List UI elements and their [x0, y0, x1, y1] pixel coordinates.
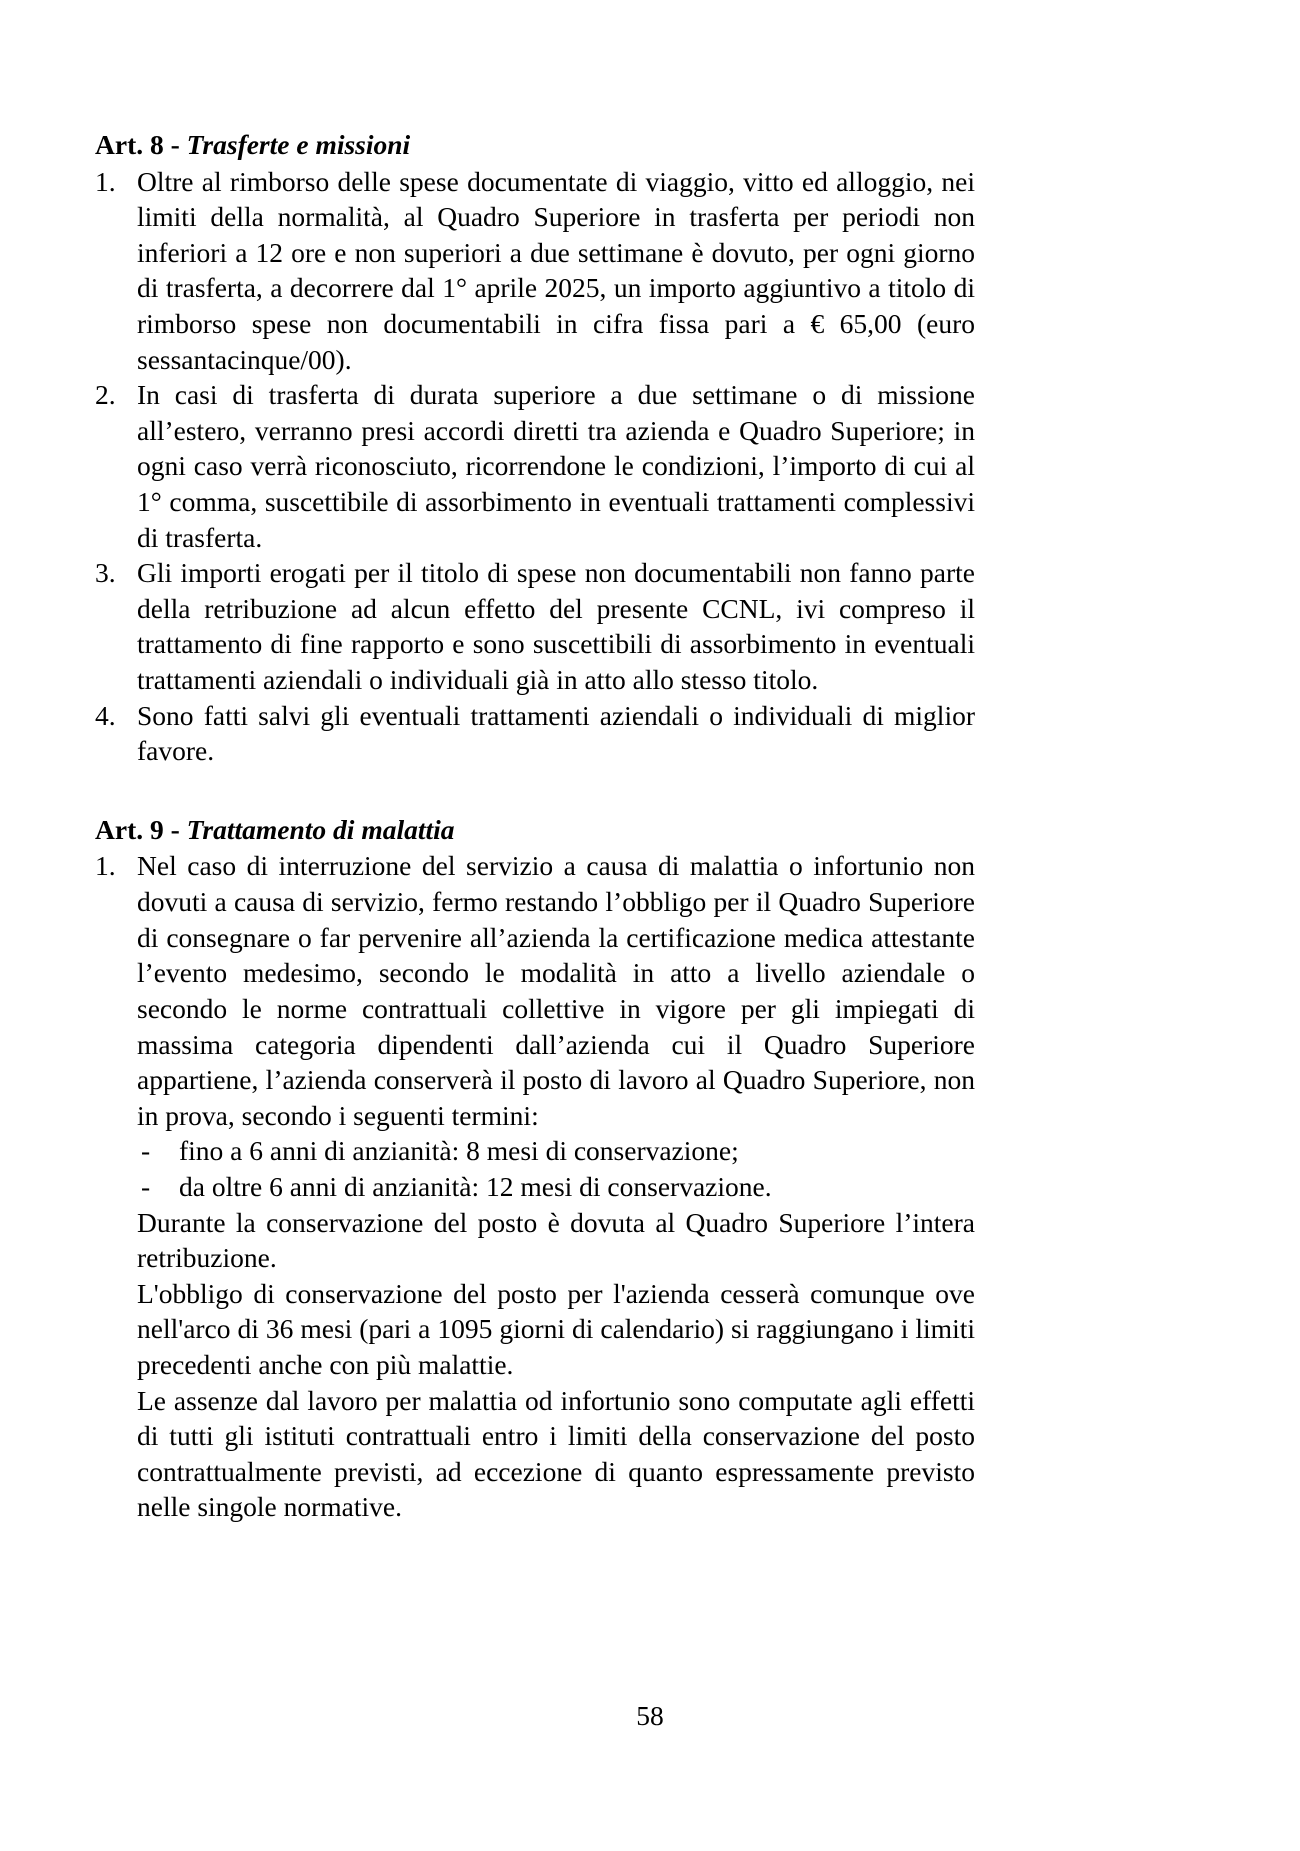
- section-spacer: [95, 769, 975, 813]
- document-body: [95, 128, 975, 1525]
- dash-list-item-text: da oltre 6 anni di anzianità: 12 mesi di conservazione.: [179, 1170, 772, 1202]
- dash-marker: -: [141, 1135, 151, 1167]
- list-item: [95, 377, 975, 555]
- article-heading-9: [95, 813, 975, 847]
- list-marker: 1.: [95, 165, 116, 197]
- list-item: [95, 698, 975, 769]
- conservation-terms-list: [137, 1133, 975, 1204]
- article-8-list: [95, 164, 975, 769]
- dash-list-item: [137, 1133, 975, 1169]
- list-marker: 3.: [95, 557, 116, 589]
- trailing-paragraph: Durante la conservazione del posto è dovuta al Quadro Superiore l’intera retribuzione.: [137, 1206, 975, 1274]
- dash-list-item-text: fino a 6 anni di anzianità: 8 mesi di conservazione;: [179, 1135, 739, 1167]
- dash-marker: -: [141, 1170, 151, 1202]
- list-item-text: In casi di trasferta di durata superiore a due settimane o di missione all’estero, verranno presi accordi diretti tra azienda e Quadro Superiore; in ogni caso verrà riconosciuto, ricorrendone le condizioni, l’importo di cui al 1° comma, suscettibile di assorbimento in eventuali trattamenti complessivi di trasferta.: [137, 379, 975, 553]
- list-marker: 2.: [95, 379, 116, 411]
- article-heading-9-title: Trattamento di malattia: [186, 813, 455, 845]
- article-heading-8-label: Art. 8 -: [95, 129, 187, 160]
- list-item-text: Gli importi erogati per il titolo di spese non documentabili non fanno parte della retribuzione ad alcun effetto del presente CCNL, ivi compreso il trattamento di fine rapporto e sono suscettibili di assorbimento in eventuali trattamenti aziendali o individuali già in atto allo stesso titolo.: [137, 557, 975, 696]
- list-item-text: Sono fatti salvi gli eventuali trattamenti aziendali o individuali di miglior favore.: [137, 699, 975, 767]
- page-number: 58: [636, 1700, 664, 1731]
- list-marker: 4.: [95, 699, 116, 731]
- article-heading-8-title: Trasferte e missioni: [186, 129, 411, 160]
- list-item-text: Oltre al rimborso delle spese documentate di viaggio, vitto ed alloggio, nei limiti della normalità, al Quadro Superiore in trasferta per periodi non inferiori a 12 ore e non superiori a due settimane è dovuto, per ogni giorno di trasferta, a decorrere dal 1° aprile 2025, un importo aggiuntivo a titolo di rimborso spese non documentabili in cifra fissa pari a € 65,00 (euro sessantacinque/00).: [137, 165, 975, 375]
- list-item: [95, 164, 975, 378]
- article-9-list: [95, 848, 975, 1525]
- list-marker: 1.: [95, 850, 116, 882]
- list-item: [95, 848, 975, 1525]
- article-heading-8: [95, 128, 975, 162]
- list-item-text: Nel caso di interruzione del servizio a causa di malattia o infortunio non dovuti a causa di servizio, fermo restando l’obbligo per il Quadro Superiore di consegnare o far pervenire all’azienda la certificazione medica attestante l’evento medesimo, secondo le modalità in atto a livello aziendale o secondo le norme contrattuali collettive in vigore per gli impiegati di massima categoria dipendenti dall’azienda cui il Quadro Superiore appartiene, l’azienda conserverà il posto di lavoro al Quadro Superiore, non in prova, secondo i seguenti termini:: [137, 850, 975, 1131]
- trailing-paragraph: L'obbligo di conservazione del posto per l'azienda cesserà comunque ove nell'arco di 36 mesi (pari a 1095 giorni di calendario) si raggiungano i limiti precedenti anche con più malattie.: [137, 1277, 975, 1380]
- trailing-paragraph: Le assenze dal lavoro per malattia od infortunio sono computate agli effetti di tutti gli istituti contrattuali entro i limiti della conservazione del posto contrattualmente previsti, ad eccezione di quanto espressamente previsto nelle singole normative.: [137, 1384, 975, 1523]
- article-heading-9-label: Art. 9 -: [95, 813, 187, 845]
- dash-list-item: [137, 1169, 975, 1205]
- list-item: [95, 555, 975, 697]
